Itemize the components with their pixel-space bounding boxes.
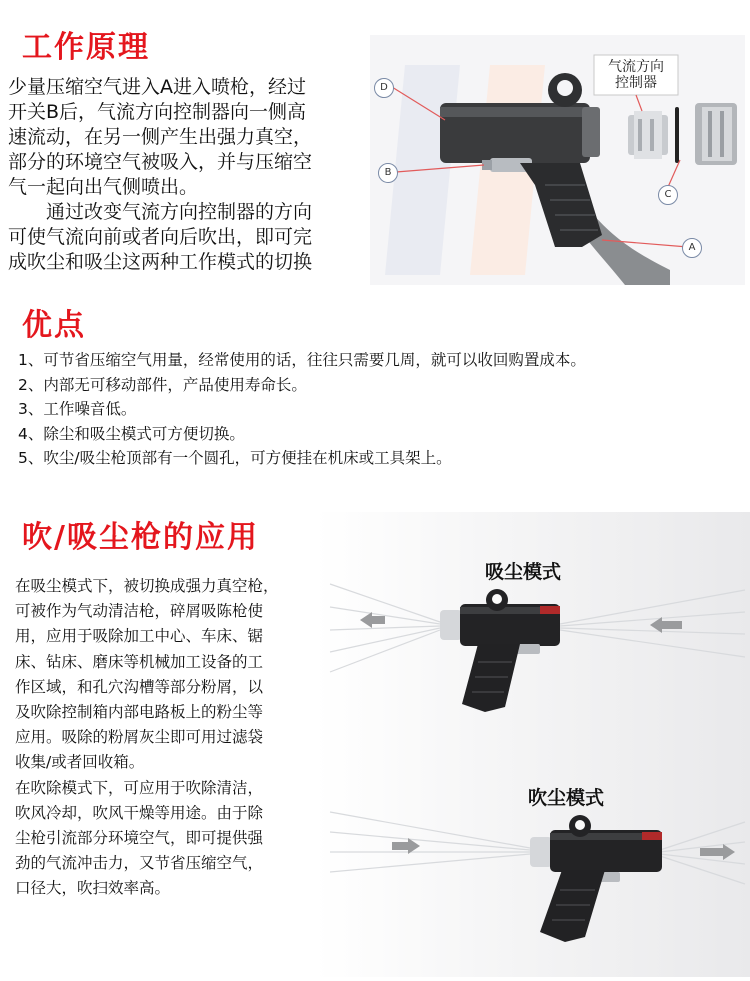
- principle-line: 开关B后，气流方向控制器向一侧高: [8, 101, 307, 123]
- blow-mode-label: 吹尘模式: [528, 787, 605, 809]
- application-line: 尘枪引流部分环境空气，即可提供强: [15, 829, 264, 848]
- application-line: 床、钻床、磨床等机械加工设备的工: [15, 652, 264, 671]
- marker-a: A: [682, 238, 702, 258]
- advantages-list: [18, 348, 586, 471]
- list-item: 5、吹尘/吸尘枪顶部有一个圆孔，可方便挂在机床或工具架上。: [18, 449, 452, 467]
- list-item: 2、内部无可移动部件，产品使用寿命长。: [18, 375, 307, 394]
- list-item: 1、可节省压缩空气用量，经常使用的话，往往只需要几周，就可以收回购置成本。: [18, 351, 586, 369]
- application-line: 可被作为气动清洁枪，碎屑吸陈枪使: [15, 602, 264, 621]
- list-item: 4、除尘和吸尘模式可方便切换。: [18, 424, 245, 443]
- principle-title: 工作原理: [22, 30, 150, 65]
- application-text: [15, 574, 279, 902]
- principle-line: 通过改变气流方向控制器的方向: [8, 201, 313, 223]
- application-line: 应用。吸除的粉屑灰尘即可用过滤袋: [15, 728, 264, 747]
- application-line: 口径大，吹扫效率高。: [15, 879, 171, 898]
- marker-c: C: [658, 185, 678, 205]
- application-line: 及吹除控制箱内部电路板上的粉尘等: [15, 703, 264, 722]
- principle-line: 可使气流向前或者向后吹出，即可完: [8, 226, 313, 248]
- application-line: 吹风冷却，吹风干燥等用途。由于除: [15, 803, 264, 822]
- principle-line: 成吹尘和吸尘这两种工作模式的切换: [8, 251, 313, 273]
- application-line: 作区域，和孔穴沟槽等部分粉屑，以: [15, 677, 264, 696]
- principle-line: 少量压缩空气进入A进入喷枪，经过: [8, 76, 306, 98]
- flow-controller-label-line2: 控制器: [615, 75, 657, 91]
- application-line: 劲的气流冲击力，又节省压缩空气，: [15, 854, 264, 873]
- application-panel: [0, 512, 750, 977]
- application-line: 在吹除模式下，可应用于吹除清洁，: [15, 778, 264, 797]
- application-line: 在吸尘模式下，被切换成强力真空枪，: [15, 577, 279, 595]
- principle-line: 部分的环境空气被吸入，并与压缩空: [8, 151, 313, 173]
- principle-line: 速流动，在另一侧产生出强力真空，: [8, 126, 313, 148]
- list-item: 3、工作噪音低。: [18, 400, 137, 418]
- principle-text: [8, 75, 312, 275]
- application-line: 用，应用于吸除加工中心、车床、锯: [15, 627, 264, 646]
- marker-b: B: [378, 163, 398, 183]
- application-line: 收集/或者回收箱。: [15, 753, 145, 772]
- principle-diagram: [370, 35, 745, 285]
- advantages-title: 优点: [22, 308, 86, 343]
- marker-d: D: [374, 78, 394, 98]
- flow-controller-label: [598, 59, 674, 91]
- flow-controller-label-line1: 气流方向: [608, 59, 664, 75]
- principle-line: 气一起向出气侧喷出。: [8, 176, 199, 198]
- suction-mode-label: 吸尘模式: [485, 561, 562, 583]
- application-title: 吹/吸尘枪的应用: [22, 520, 259, 555]
